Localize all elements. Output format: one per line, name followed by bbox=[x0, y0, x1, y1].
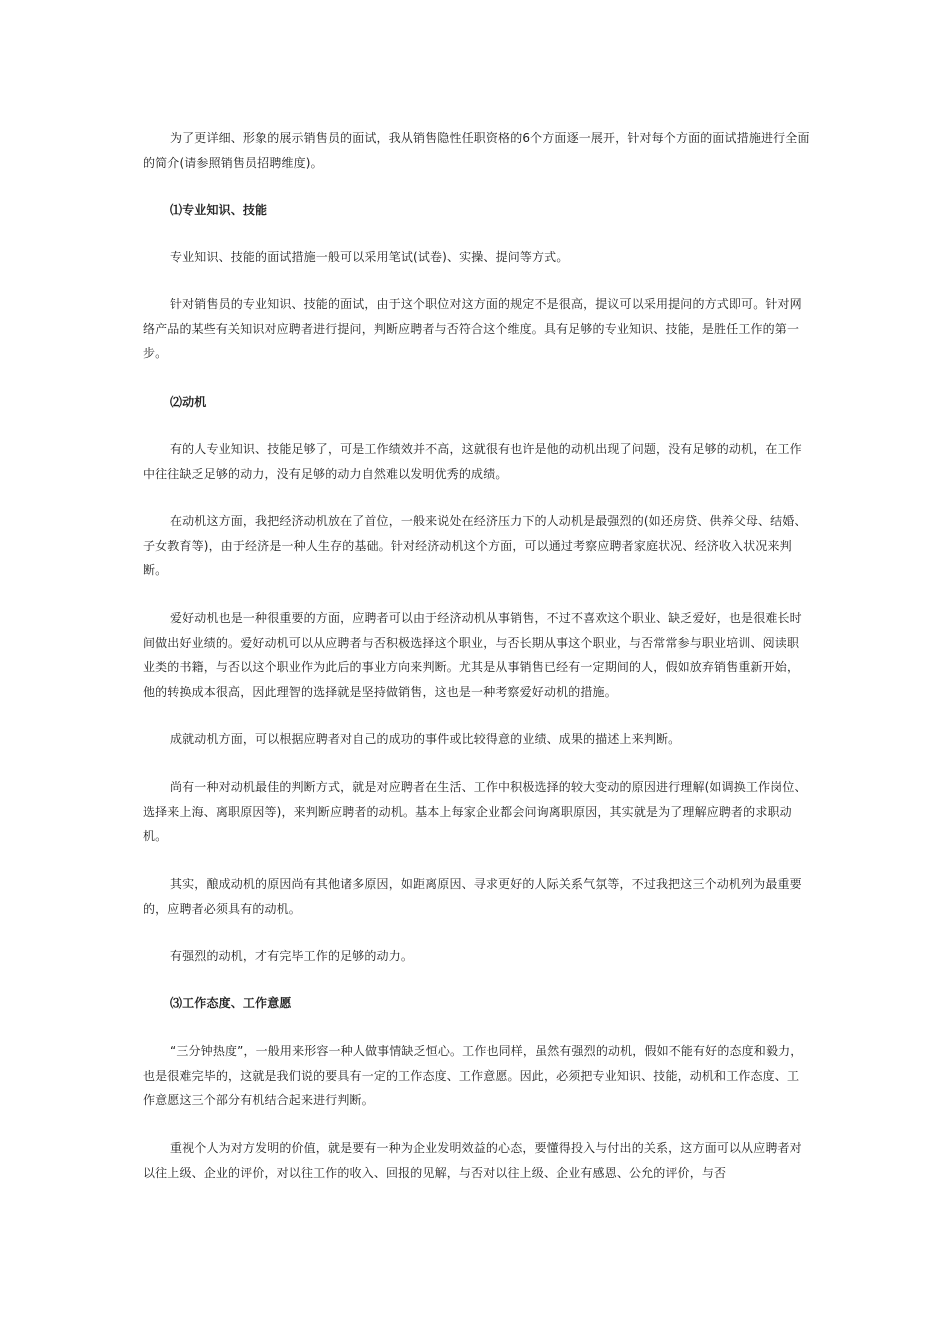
intro-paragraph: 为了更详细、形象的展示销售员的面试，我从销售隐性任职资格的6个方面逐一展开，针对每个方面的面试措施进行全面的简介(请参照销售员招聘维度)。 bbox=[143, 131, 810, 170]
paragraph-knowledge-interview: 针对销售员的专业知识、技能的面试，由于这个职位对这方面的规定不是很高，提议可以采用提问的方式即可。针对网络产品的某些有关知识对应聘者进行提问，判断应聘者与否符合这个维度。具有足够的专业知识、技能，是胜任工作的第一步。 bbox=[143, 297, 802, 360]
paragraph-economic-motivation: 在动机这方面，我把经济动机放在了首位，一般来说处在经济压力下的人动机是最强烈的(如还房贷、供养父母、结婚、子女教育等)，由于经济是一种人生存的基础。针对经济动机这个方面，可以通过考察应聘者家庭状况、经济收入状况来判断。 bbox=[143, 514, 807, 577]
section-heading-work-attitude: ⑶工作态度、工作意愿 bbox=[170, 996, 292, 1010]
paragraph-knowledge-methods: 专业知识、技能的面试措施一般可以采用笔试(试卷)、实操、提问等方式。 bbox=[170, 250, 569, 264]
paragraph-motivation-judgement: 尚有一种对动机最佳的判断方式，就是对应聘者在生活、工作中积极选择的较大变动的原因进行理解(如调换工作岗位、选择来上海、离职原因等)，来判断应聘者的动机。基本上每家企业都会问询离职原因，其实就是为了理解应聘者的求职动机。 bbox=[143, 780, 807, 843]
paragraph-work-attitude: “三分钟热度”，一般用来形容一种人做事情缺乏恒心。工作也同样，虽然有强烈的动机，假如不能有好的态度和毅力，也是很难完毕的，这就是我们说的要具有一定的工作态度、工作意愿。因此，必须把专业知识、技能，动机和工作态度、工作意愿这三个部分有机结合起来进行判断。 bbox=[143, 1044, 803, 1107]
section-heading-motivation: ⑵动机 bbox=[170, 395, 207, 409]
paragraph-value-creation: 重视个人为对方发明的价值，就是要有一种为企业发明效益的心态，要懂得投入与付出的关系，这方面可以从应聘者对以往上级、企业的评价，对以往工作的收入、回报的见解，与否对以往上级、企业有感恩、公允的评价，与否 bbox=[143, 1141, 802, 1180]
paragraph-other-motivations: 其实，酿成动机的原因尚有其他诸多原因，如距离原因、寻求更好的人际关系气氛等，不过我把这三个动机列为最重要的，应聘者必须具有的动机。 bbox=[143, 877, 802, 916]
section-heading-knowledge-skills: ⑴专业知识、技能 bbox=[170, 203, 268, 217]
paragraph-motivation-summary: 有强烈的动机，才有完毕工作的足够的动力。 bbox=[170, 949, 414, 963]
paragraph-achievement-motivation: 成就动机方面，可以根据应聘者对自己的成功的事件或比较得意的业绩、成果的描述上来判断。 bbox=[170, 732, 681, 746]
paragraph-interest-motivation: 爱好动机也是一种很重要的方面，应聘者可以由于经济动机从事销售，不过不喜欢这个职业、缺乏爱好，也是很难长时间做出好业绩的。爱好动机可以从应聘者与否积极选择这个职业，与否长期从事这个职业，与否常常参与职业培训、阅读职业类的书籍，与否以这个职业作为此后的事业方向来判断。尤其是从事销售已经有一定期间的人，假如放弃销售重新开始，他的转换成本很高，因此理智的选择就是坚持做销售，这也是一种考察爱好动机的措施。 bbox=[143, 611, 802, 699]
paragraph-motivation-intro: 有的人专业知识、技能足够了，可是工作绩效并不高，这就很有也许是他的动机出现了问题，没有足够的动机，在工作中往往缺乏足够的动力，没有足够的动力自然难以发明优秀的成绩。 bbox=[143, 442, 802, 481]
